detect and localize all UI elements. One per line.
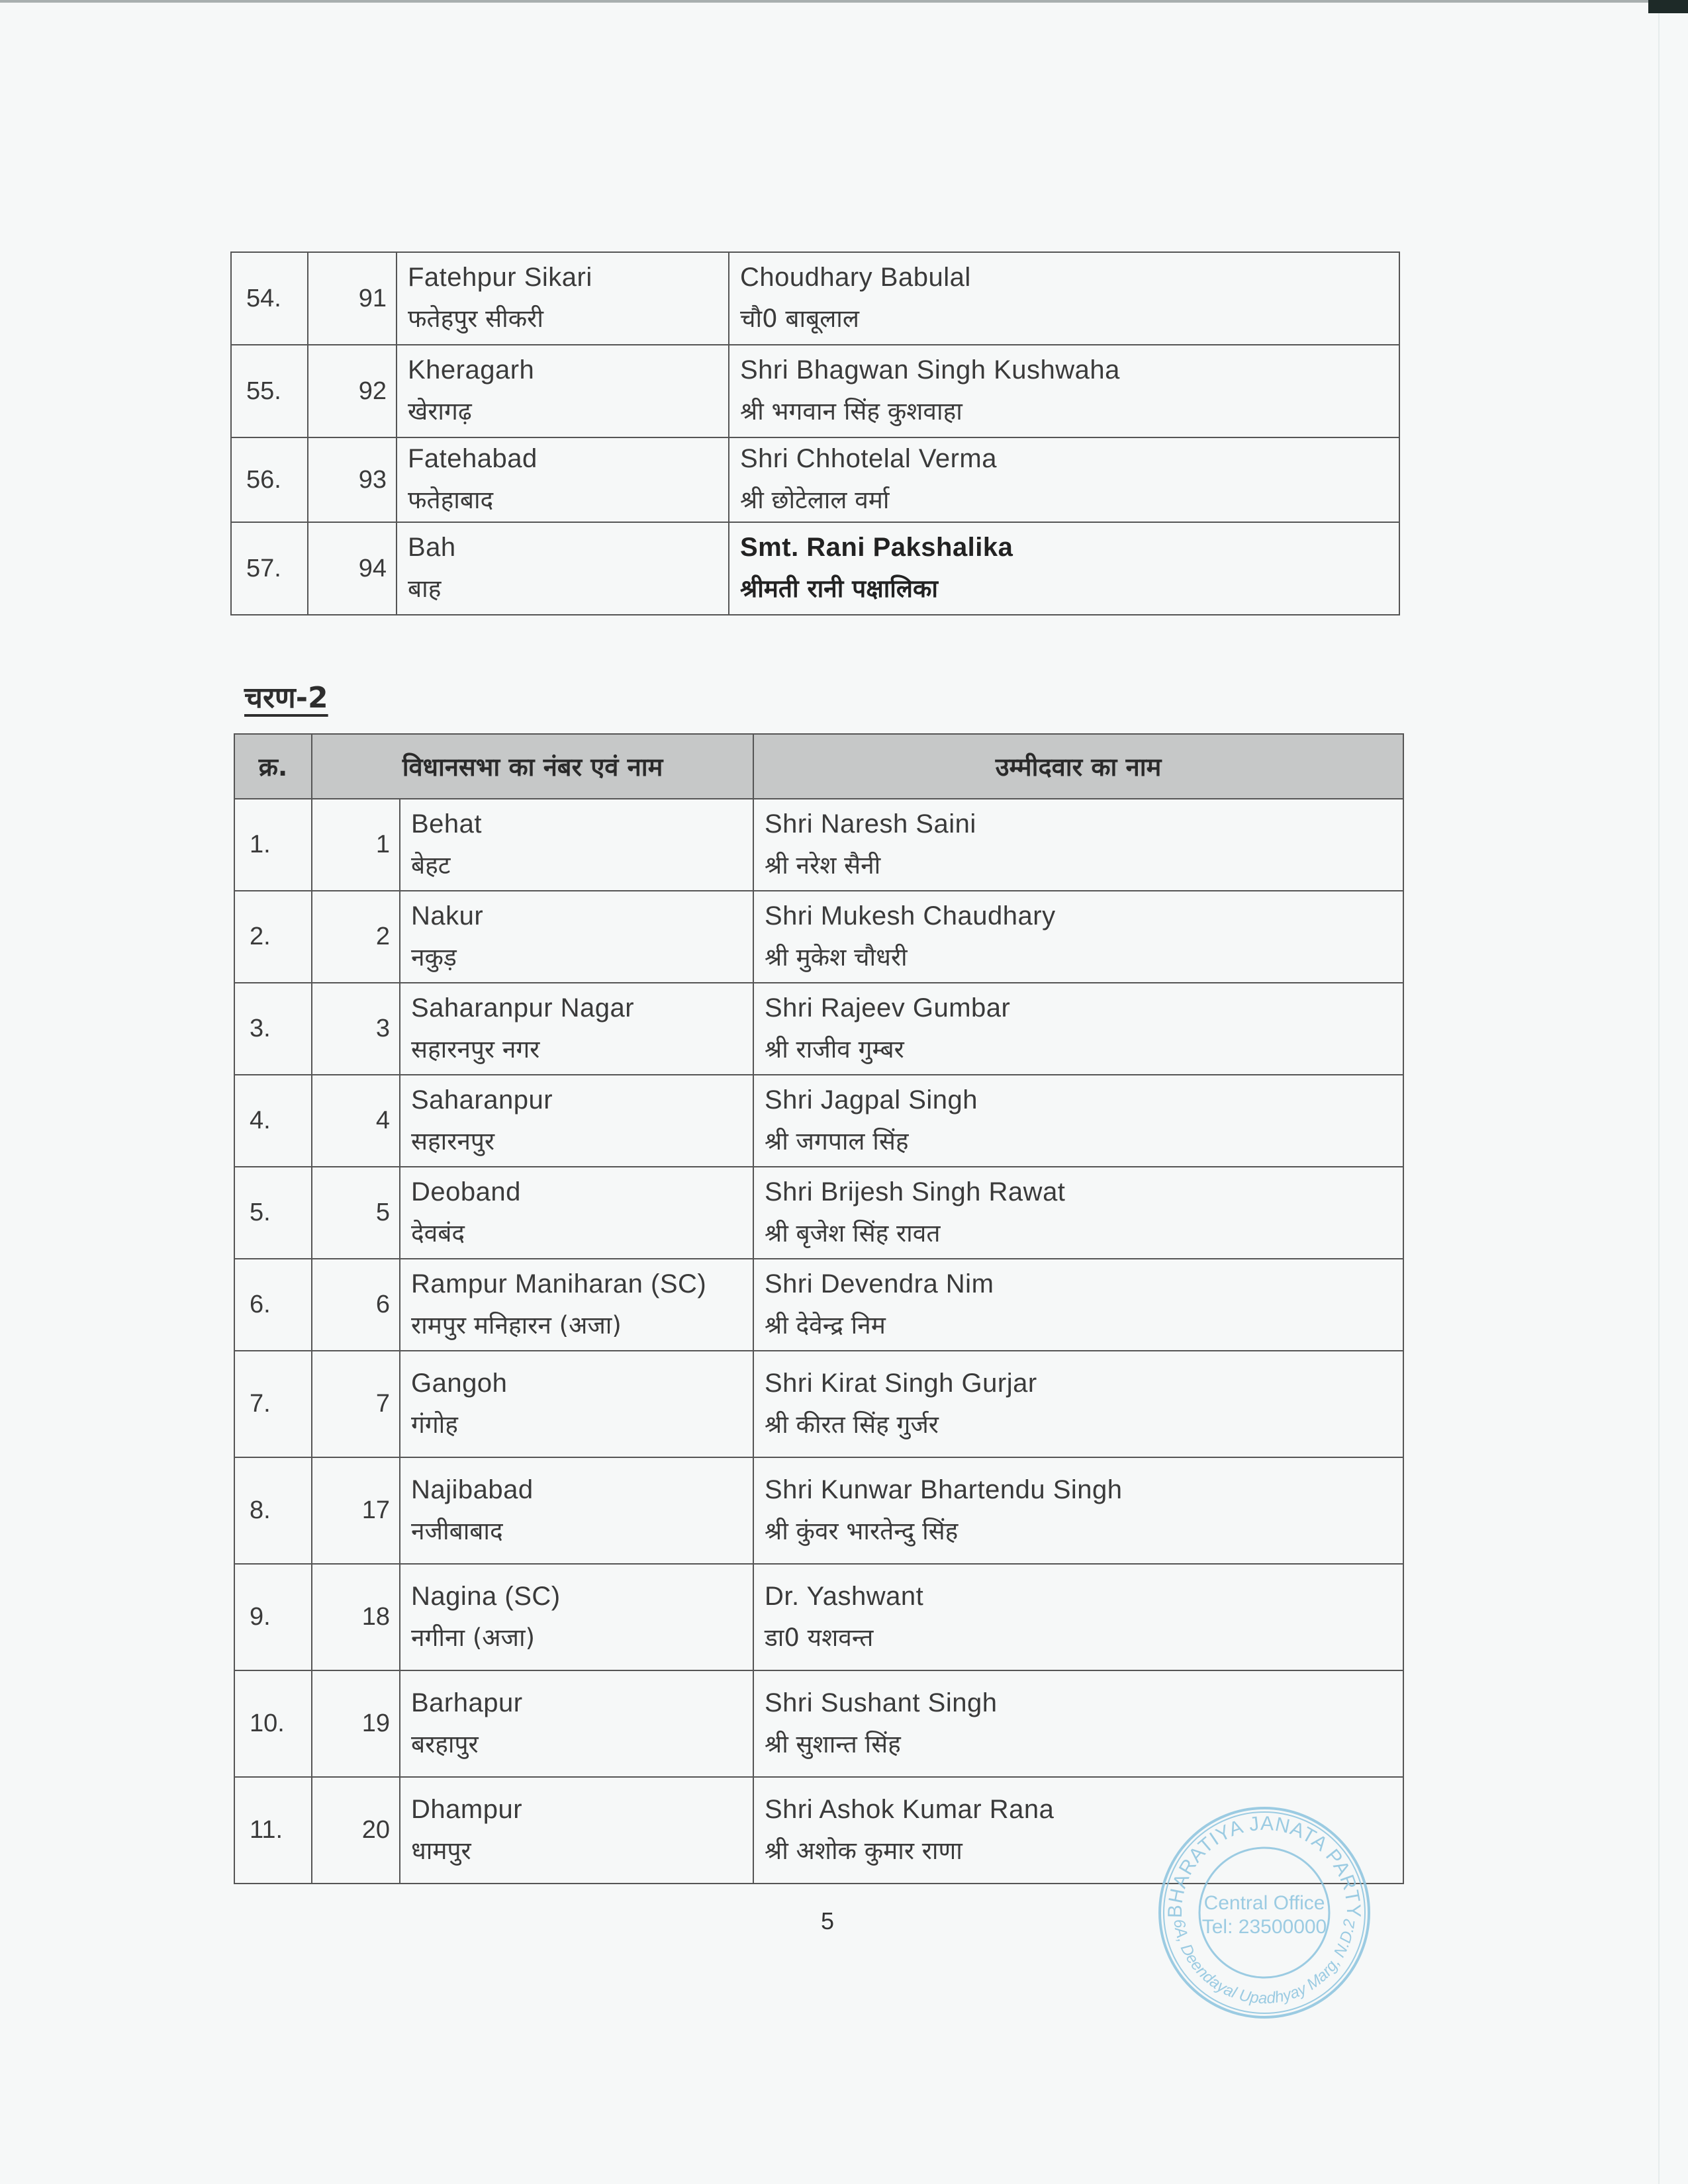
constituency-name-en: Behat [411, 809, 483, 839]
table-row [234, 1351, 1403, 1457]
constituency-name-hi: रामपुर मनिहारन (अजा) [411, 1310, 622, 1340]
constituency-name [400, 1075, 753, 1167]
constituency-name [397, 345, 729, 437]
candidate-name-en: Shri Kirat Singh Gurjar [765, 1368, 1037, 1398]
candidate-name-hi: श्री बृजेश सिंह रावत [765, 1218, 941, 1248]
candidate-name [729, 252, 1399, 345]
table-row [234, 891, 1403, 983]
candidate-name-hi: श्री कुंवर भारतेन्दु सिंह [765, 1516, 959, 1545]
candidate-name [753, 1167, 1403, 1259]
candidate-name-en: Shri Sushant Singh [765, 1688, 998, 1717]
constituency-name-en: Nakur [411, 901, 484, 931]
candidate-name-hi: श्री राजीव गुम्बर [765, 1034, 904, 1064]
table-row [234, 1075, 1403, 1167]
constituency-name-en: Barhapur [411, 1688, 523, 1717]
candidate-name-hi: श्री अशोक कुमार राणा [765, 1836, 962, 1865]
stamp-center-line-2: Tel: 23500000 [1201, 1916, 1327, 1938]
constituency-name [400, 799, 753, 891]
constituency-name-hi: फतेहाबाद [408, 486, 494, 514]
party-seal-stamp [1155, 1803, 1374, 2022]
constituency-name-hi: गंगोह [411, 1410, 458, 1439]
constituency-name-hi: खेरागढ़ [408, 397, 472, 426]
constituency-number: 6 [312, 1259, 400, 1351]
candidate-name [753, 983, 1403, 1075]
constituency-name [400, 1670, 753, 1777]
table-row [234, 1564, 1403, 1670]
constituency-number: 94 [308, 522, 397, 615]
constituency-number: 7 [312, 1351, 400, 1457]
candidate-name [729, 345, 1399, 437]
candidate-name [753, 799, 1403, 891]
constituency-number: 18 [312, 1564, 400, 1670]
constituency-number: 17 [312, 1457, 400, 1564]
constituency-name [397, 522, 729, 615]
constituency-name [400, 983, 753, 1075]
table-row [234, 1457, 1403, 1564]
page-number: 5 [821, 1907, 835, 1934]
serial-number: 4. [234, 1075, 312, 1167]
candidate-name [753, 1564, 1403, 1670]
constituency-name-hi: देवबंद [411, 1218, 465, 1248]
stamp-ring-text-top: BHARATIYA JANATA PARTY [1164, 1812, 1365, 1919]
constituency-name [400, 1777, 753, 1884]
table-row [234, 1259, 1403, 1351]
constituency-number: 1 [312, 799, 400, 891]
candidate-name-en: Shri Devendra Nim [765, 1269, 994, 1298]
serial-number: 5. [234, 1167, 312, 1259]
constituency-name [400, 1457, 753, 1564]
constituency-name-en: Deoband [411, 1177, 521, 1206]
constituency-name-hi: सहारनपुर नगर [411, 1034, 540, 1064]
constituency-name [400, 891, 753, 983]
candidate-name-en: Shri Bhagwan Singh Kushwaha [740, 355, 1120, 385]
candidate-name-hi: श्री कीरत सिंह गुर्जर [765, 1410, 939, 1439]
table-row [234, 1670, 1403, 1777]
constituency-name [397, 252, 729, 345]
constituency-name-en: Najibabad [411, 1475, 534, 1504]
serial-number: 2. [234, 891, 312, 983]
candidate-name [753, 1259, 1403, 1351]
constituency-name-hi: धामपुर [411, 1836, 471, 1865]
constituency-name-en: Bah [408, 533, 456, 562]
candidate-name [729, 437, 1399, 522]
constituency-name-en: Gangoh [411, 1368, 508, 1398]
constituency-name [400, 1167, 753, 1259]
serial-number: 11. [234, 1777, 312, 1884]
constituency-name-en: Fatehabad [408, 444, 538, 473]
scan-fold-line [1658, 13, 1660, 2184]
stamp-center-line-1: Central Office [1203, 1892, 1325, 1914]
serial-number: 10. [234, 1670, 312, 1777]
candidate-name-en: Shri Naresh Saini [765, 809, 976, 839]
constituency-name [400, 1351, 753, 1457]
constituency-number: 91 [308, 252, 397, 345]
candidate-name-en: Shri Brijesh Singh Rawat [765, 1177, 1066, 1206]
constituency-number: 19 [312, 1670, 400, 1777]
constituency-name [397, 437, 729, 522]
section-title: चरण-2 [244, 681, 328, 715]
constituency-name-en: Kheragarh [408, 355, 535, 385]
table-row [234, 1167, 1403, 1259]
constituency-number: 3 [312, 983, 400, 1075]
candidate-name-hi: श्री जगपाल सिंह [765, 1126, 909, 1156]
candidate-name-hi: श्री सुशान्त सिंह [765, 1729, 901, 1758]
constituency-number: 20 [312, 1777, 400, 1884]
constituency-name-en: Nagina (SC) [411, 1581, 561, 1611]
serial-number: 3. [234, 983, 312, 1075]
candidate-name-en: Choudhary Babulal [740, 263, 971, 292]
table-row [234, 983, 1403, 1075]
constituency-name-en: Saharanpur Nagar [411, 993, 635, 1023]
candidate-name-hi: चौ0 बाबूलाल [740, 304, 859, 333]
constituency-number: 4 [312, 1075, 400, 1167]
constituency-number: 93 [308, 437, 397, 522]
serial-number: 7. [234, 1351, 312, 1457]
serial-number: 57. [231, 522, 308, 615]
constituency-name-en: Rampur Maniharan (SC) [411, 1269, 707, 1298]
candidate-name-en: Dr. Yashwant [765, 1581, 924, 1611]
serial-number: 1. [234, 799, 312, 891]
table-row [231, 522, 1399, 615]
header-serial: क्र. [234, 734, 312, 799]
candidate-name-en: Shri Ashok Kumar Rana [765, 1794, 1055, 1824]
constituency-name-hi: बरहापुर [411, 1729, 479, 1758]
header-constituency: विधानसभा का नंबर एवं नाम [312, 734, 753, 799]
serial-number: 8. [234, 1457, 312, 1564]
candidate-name-en: Shri Rajeev Gumbar [765, 993, 1011, 1023]
table-header-row [234, 734, 1403, 799]
candidate-name-en: Shri Chhotelal Verma [740, 444, 997, 473]
candidate-name [753, 1075, 1403, 1167]
candidate-name-hi: श्री मुकेश चौधरी [765, 942, 908, 972]
candidate-table-phase-2 [234, 733, 1404, 1884]
candidate-name-hi: श्री भगवान सिंह कुशवाहा [740, 397, 962, 426]
candidate-name [753, 1670, 1403, 1777]
constituency-name-hi: फतेहपुर सीकरी [408, 304, 543, 333]
constituency-name-hi: नकुड़ [411, 942, 457, 972]
candidate-name-hi: डा0 यशवन्त [765, 1623, 874, 1652]
table-row [231, 252, 1399, 345]
candidate-name-hi: श्रीमती रानी पक्षालिका [740, 574, 938, 603]
scan-edge-shade [0, 0, 1648, 3]
constituency-name-hi: नजीबाबाद [411, 1516, 503, 1545]
candidate-name-hi: श्री नरेश सैनी [765, 850, 881, 880]
candidate-name-en: Shri Kunwar Bhartendu Singh [765, 1475, 1123, 1504]
table-row [234, 799, 1403, 891]
serial-number: 56. [231, 437, 308, 522]
constituency-number: 5 [312, 1167, 400, 1259]
candidate-table-continued [230, 251, 1400, 615]
candidate-name-en: Shri Jagpal Singh [765, 1085, 978, 1115]
candidate-name [753, 1457, 1403, 1564]
scan-corner-mark [1648, 0, 1688, 13]
constituency-name-hi: बाह [408, 574, 442, 603]
candidate-name-en: Smt. Rani Pakshalika [740, 533, 1013, 562]
stamp-ring-text-bottom: 6A, Deendayal Upadhyay Marg, N.D.2 [1170, 1918, 1359, 2008]
candidate-name [753, 891, 1403, 983]
constituency-number: 2 [312, 891, 400, 983]
table-row [231, 437, 1399, 522]
constituency-name [400, 1259, 753, 1351]
serial-number: 9. [234, 1564, 312, 1670]
constituency-name [400, 1564, 753, 1670]
constituency-name-hi: बेहट [411, 850, 451, 880]
table-row [231, 345, 1399, 437]
serial-number: 55. [231, 345, 308, 437]
constituency-name-hi: सहारनपुर [411, 1126, 495, 1156]
candidate-name [753, 1351, 1403, 1457]
constituency-name-en: Fatehpur Sikari [408, 263, 592, 292]
candidate-name-en: Shri Mukesh Chaudhary [765, 901, 1056, 931]
serial-number: 54. [231, 252, 308, 345]
candidate-name [729, 522, 1399, 615]
constituency-number: 92 [308, 345, 397, 437]
constituency-name-hi: नगीना (अजा) [411, 1623, 536, 1652]
candidate-name-hi: श्री छोटेलाल वर्मा [740, 486, 890, 514]
header-candidate: उम्मीदवार का नाम [753, 734, 1403, 799]
constituency-name-en: Dhampur [411, 1794, 523, 1824]
serial-number: 6. [234, 1259, 312, 1351]
constituency-name-en: Saharanpur [411, 1085, 553, 1115]
candidate-name-hi: श्री देवेन्द्र निम [765, 1310, 886, 1340]
